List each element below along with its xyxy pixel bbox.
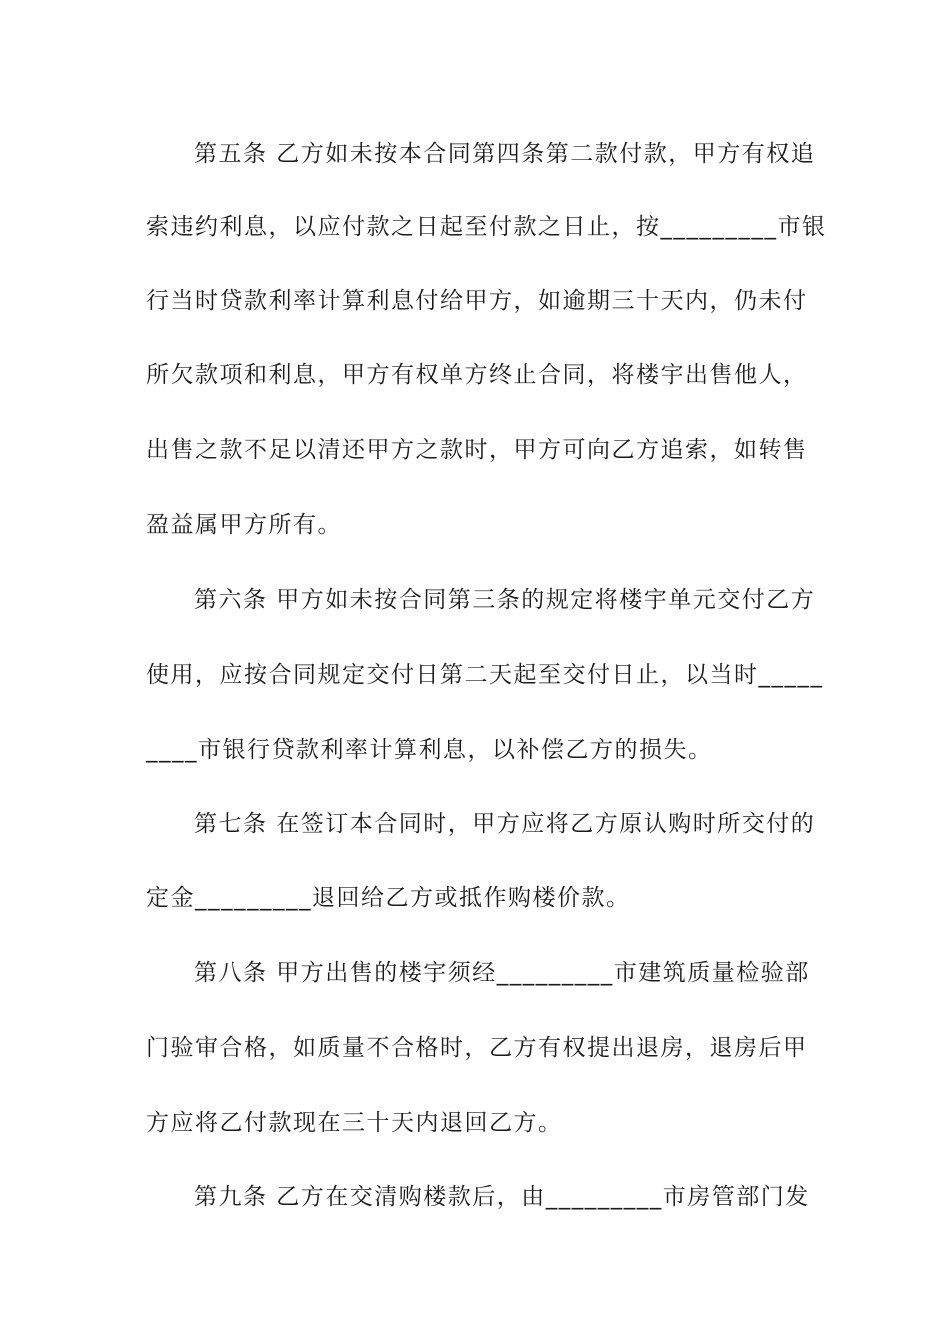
article-7-line-1: 第七条 在签订本合同时，甲方应将乙方原认购时所交付的 bbox=[194, 811, 816, 837]
article-5-line-5: 出售之款不足以清还甲方之款时，甲方可向乙方追索，如转售 bbox=[146, 437, 808, 463]
article-5-line-2: 索违约利息，以应付款之日起至付款之日止，按_________市银 bbox=[146, 214, 827, 240]
article-8-line-2: 门验审合格，如质量不合格时，乙方有权提出退房，退房后甲 bbox=[146, 1035, 808, 1061]
article-5-line-1: 第五条 乙方如未按本合同第四条第二款付款，甲方有权追 bbox=[194, 141, 816, 167]
article-6-line-3: ____市银行贷款利率计算利息，以补偿乙方的损失。 bbox=[146, 737, 713, 763]
article-6-line-2: 使用，应按合同规定交付日第二天起至交付日止，以当时_____ bbox=[146, 662, 824, 688]
article-8-line-1: 第八条 甲方出售的楼宇须经_________市建筑质量检验部 bbox=[194, 960, 810, 986]
article-5-line-4: 所欠款项和利息，甲方有权单方终止合同，将楼宇出售他人， bbox=[146, 362, 808, 388]
article-7-line-2: 定金_________退回给乙方或抵作购楼价款。 bbox=[146, 885, 631, 911]
article-5-line-6: 盈益属甲方所有。 bbox=[146, 512, 342, 538]
article-8-line-3: 方应将乙付款现在三十天内退回乙方。 bbox=[146, 1110, 563, 1136]
article-9-line-1: 第九条 乙方在交清购楼款后，由_________市房管部门发 bbox=[194, 1184, 810, 1210]
article-5-line-3: 行当时贷款利率计算利息付给甲方，如逾期三十天内，仍未付 bbox=[146, 288, 808, 314]
article-6-line-1: 第六条 甲方如未按合同第三条的规定将楼宇单元交付乙方 bbox=[194, 587, 816, 613]
